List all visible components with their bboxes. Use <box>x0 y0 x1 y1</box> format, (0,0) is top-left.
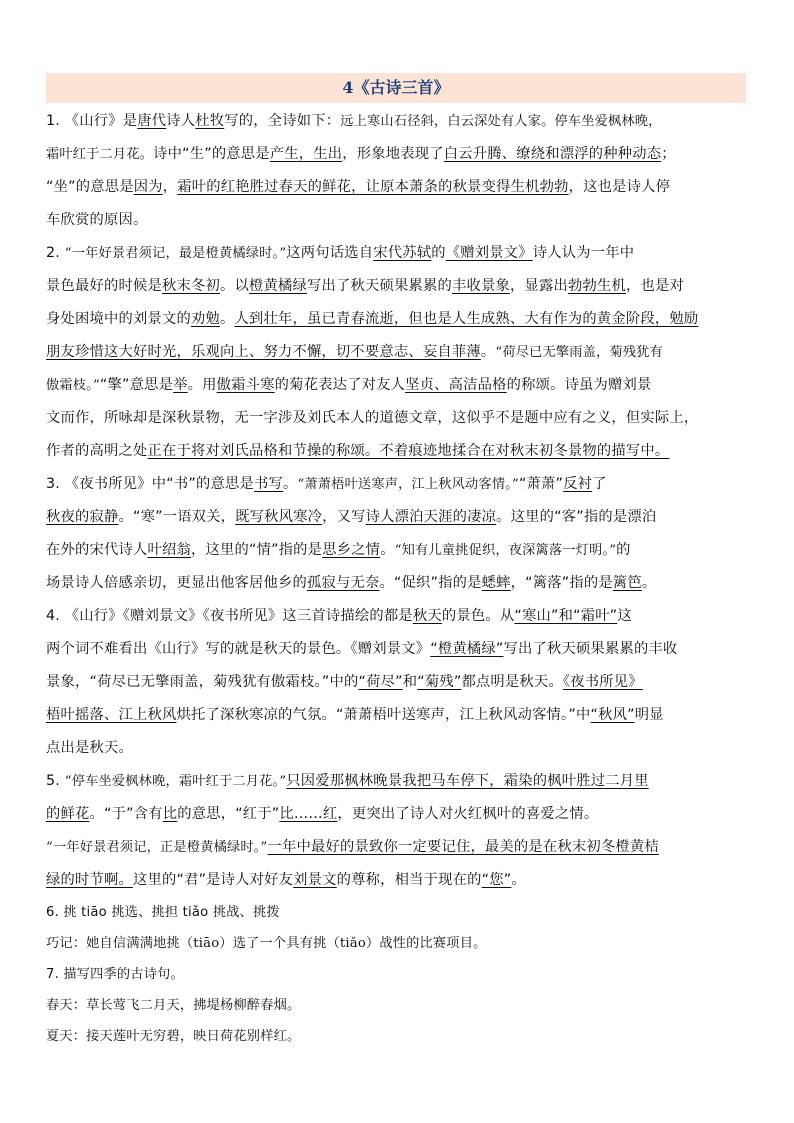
underlined-answer: 梧叶摇落、江上秋风 <box>46 707 177 723</box>
text-segment: 的菊花表达了对友人 <box>274 377 406 393</box>
underlined-answer: 比 <box>162 806 178 822</box>
text-segment: 。“寒”一语双关， <box>118 509 236 525</box>
poem-quote: 远上寒山石径斜，白云深处有人家。停车坐爱枫林晚， <box>340 114 662 129</box>
text-line <box>46 105 752 138</box>
text-segment: ，显露出 <box>509 278 568 294</box>
underlined-answer: “荷尽” <box>358 674 403 690</box>
underlined-answer: 霜叶的红艳胜过春天的鲜花，让原本萧条的秋景变得生机勃勃 <box>177 179 569 195</box>
underlined-answer: 《赠刘景文》 <box>445 245 533 261</box>
poem-quote: “一年好景君须记，正是橙黄橘绿时。” <box>46 840 268 855</box>
underlined-answer: 只因爱那枫林晚景我把马车停下，霜染的枫叶胜过二月里 <box>286 773 649 789</box>
underlined-answer: 勃勃生机 <box>567 278 626 294</box>
text-segment: 文而作，所咏却是深秋景物，无一字涉及刘氏本人的道德文章，这似乎不是题中应有之义，但实际上， <box>46 410 699 426</box>
text-segment: 。 <box>480 344 496 360</box>
underlined-answer: 举 <box>173 377 188 393</box>
text-segment: ，“篱落”指的是 <box>510 575 613 591</box>
text-segment: 1. 《山行》是 <box>46 113 138 129</box>
text-segment: ，这也是诗人停 <box>568 179 671 195</box>
underlined-answer: “菊残” <box>417 674 462 690</box>
page-title: 4《古诗三首》 <box>342 78 450 97</box>
text-line <box>46 666 752 699</box>
text-segment: 场景诗人倍感亲切，更显出他客居他乡的 <box>46 575 307 591</box>
text-segment: 的尊称，相当于现在的 <box>336 872 482 888</box>
text-segment: 。“于”含有 <box>89 806 163 822</box>
text-segment: 写的，全诗如下： <box>224 113 341 129</box>
text-segment: 这两句话选自 <box>286 245 374 261</box>
text-segment: 。 <box>641 575 657 591</box>
text-segment: 两个词不难看出《山行》写的就是秋天的景色。《赠刘景文》 <box>46 641 431 657</box>
underlined-answer: 唐代 <box>137 113 167 129</box>
poem-quote: 傲霜枝。” <box>46 378 100 393</box>
underlined-answer: 产生，生出 <box>269 146 343 162</box>
text-line <box>46 534 752 567</box>
text-segment: 5. <box>46 773 65 789</box>
text-segment: 这 <box>617 608 632 624</box>
text-line <box>46 237 752 270</box>
text-segment: 写出了秋天硕果累累的丰收 <box>503 641 678 657</box>
poem-quote: 巧记：她自信满满地挑（tiāo）选了一个具有挑（tiǎo）战性的比赛项目。 <box>46 936 487 951</box>
underlined-answer: 思乡之情 <box>322 542 381 558</box>
underlined-answer: 傲霜斗寒 <box>216 377 275 393</box>
text-segment: “擎”意思是 <box>99 377 174 393</box>
underlined-answer: 杜牧 <box>195 113 225 129</box>
text-segment: ，又写 <box>322 509 366 525</box>
underlined-answer: 橙黄橘绿 <box>248 278 307 294</box>
text-segment: 。用 <box>187 377 217 393</box>
text-segment: 的 <box>616 542 631 558</box>
text-segment: 作者的高明之处 <box>46 443 148 459</box>
underlined-answer: “橙黄橘绿” <box>430 641 504 657</box>
underlined-answer: 坚贞、高洁品格 <box>405 377 507 393</box>
text-segment: 。这里的“客”指的是漂泊 <box>496 509 657 525</box>
text-segment: 诗中“生”的意思是 <box>153 146 270 162</box>
text-line <box>46 798 752 831</box>
poem-quote: 霜叶红于二月花。 <box>46 147 154 162</box>
text-segment: 的景色。从 <box>441 608 515 624</box>
underlined-answer: 白云升腾、缭绕和漂浮的种种动态 <box>443 146 662 162</box>
text-segment: ； <box>661 146 676 162</box>
text-segment: ，也是对 <box>625 278 684 294</box>
text-segment: 的 <box>431 245 446 261</box>
text-segment: 。 <box>380 542 395 558</box>
text-segment: 的称颂。诗虽为赠刘景 <box>506 377 652 393</box>
underlined-answer: “秋风” <box>590 707 635 723</box>
underlined-answer: 朋友珍惜这大好时光，乐观向上、努力不懈，切不要意志、妄自菲薄 <box>46 344 481 360</box>
poem-quote: 夏天：接天莲叶无穷碧，映日荷花别样红。 <box>46 1029 301 1044</box>
text-segment: “坐”的意思是 <box>46 179 134 195</box>
text-segment: 诗人认为一年中 <box>532 245 635 261</box>
text-line <box>46 501 752 534</box>
text-line <box>46 732 752 765</box>
text-segment: 和 <box>402 674 418 690</box>
note-line <box>46 1021 752 1052</box>
underlined-answer: 秋夜的寂静 <box>46 509 119 525</box>
text-line <box>46 765 752 798</box>
text-line <box>46 369 752 402</box>
underlined-answer: 书写 <box>253 476 283 492</box>
text-line <box>46 336 752 369</box>
note-line <box>46 959 752 990</box>
underlined-answer: 人到壮年，虽已青春流逝，但也是人生成熟、大有作为的黄金阶段，勉励 <box>234 311 699 327</box>
text-segment: 点出是秋天。 <box>46 740 133 756</box>
underlined-answer: 既写秋风寒冷 <box>235 509 323 525</box>
poem-quote: 春天：草长莺飞二月天，拂堤杨柳醉春烟。 <box>46 998 301 1013</box>
text-segment: 车欣赏的原因。 <box>46 212 148 228</box>
text-line <box>46 831 752 864</box>
underlined-answer: 叶绍翁 <box>147 542 191 558</box>
underlined-answer: 反衬 <box>563 476 593 492</box>
text-segment: 的意思，“红于” <box>177 806 280 822</box>
text-segment: 。 <box>282 476 298 492</box>
underlined-answer: 孤寂与无奈 <box>306 575 380 591</box>
text-segment: 。 <box>511 872 526 888</box>
text-line <box>46 270 752 303</box>
poem-quote: “荷尽已无擎雨盖，菊残犹有 <box>495 345 663 360</box>
underlined-answer: “您” <box>481 872 512 888</box>
text-segment: 7. 描写四季的古诗句。 <box>46 967 184 982</box>
text-line <box>46 468 752 501</box>
text-segment: 景色最好的时候是 <box>46 278 162 294</box>
text-segment: ，形象地表现了 <box>342 146 444 162</box>
text-line <box>46 402 752 435</box>
underlined-answer: 劝勉 <box>190 311 220 327</box>
text-segment: 明显 <box>634 707 664 723</box>
text-line <box>46 435 752 468</box>
underlined-answer: 《夜书所见》 <box>562 674 643 690</box>
text-segment: 写出了秋天硕果累累的 <box>306 278 452 294</box>
text-line <box>46 303 752 336</box>
text-segment: ，更突出了诗人对火红枫叶的喜爱之情。 <box>337 806 599 822</box>
underlined-answer: 的鲜花 <box>46 806 90 822</box>
underlined-answer: 秋天 <box>412 608 442 624</box>
text-line <box>46 699 752 732</box>
note-line <box>46 990 752 1021</box>
text-segment: “萧萧” <box>518 476 564 492</box>
underlined-answer: 丰收景象 <box>451 278 510 294</box>
underlined-answer: 蟋蟀 <box>481 575 511 591</box>
underlined-answer: 一年中最好的景致你一定要记住，最美的是在秋末初冬橙黄桔 <box>267 839 659 855</box>
text-segment: 都点明是秋天。 <box>461 674 563 690</box>
text-line <box>46 171 752 204</box>
text-segment: 。 <box>219 311 235 327</box>
underlined-answer: 宋代 <box>373 245 403 261</box>
text-segment: 烘托了深秋寒凉的气氛。“萧萧梧叶送寒声，江上秋风动客情。”中 <box>176 707 591 723</box>
note-line <box>46 897 752 928</box>
text-segment: 。以 <box>219 278 249 294</box>
text-segment: 。“促织”指的是 <box>379 575 482 591</box>
underlined-answer: 因为 <box>133 179 163 195</box>
underlined-answer: 篱笆 <box>612 575 642 591</box>
underlined-answer: 绿的时节啊。 <box>46 872 133 888</box>
title-banner <box>46 73 746 103</box>
text-segment: ， <box>162 179 178 195</box>
text-segment: 身处困境中的刘景文的 <box>46 311 191 327</box>
poem-quote: “萧萧梧叶送寒声，江上秋风动客情。” <box>297 477 519 492</box>
article-body <box>46 105 752 1052</box>
text-segment: 景象，“荷尽已无擎雨盖，菊残犹有傲霜枝。”中的 <box>46 674 359 690</box>
underlined-answer: 秋末冬初 <box>161 278 220 294</box>
text-line <box>46 864 752 897</box>
text-line <box>46 600 752 633</box>
text-segment: 这里的“君”是诗人对好友 <box>132 872 294 888</box>
text-segment: ，这里的“情”指的是 <box>190 542 323 558</box>
underlined-answer: 刘景文 <box>293 872 337 888</box>
text-segment: 6. 挑 tiāo 挑选、挑担 tiǎo 挑战、挑拨 <box>46 905 280 920</box>
underlined-answer: 正在于将对刘氏品格和节操的称颂。不着痕迹地揉合在对秋末初冬景物的描写中。 <box>147 443 670 459</box>
text-line <box>46 204 752 237</box>
text-line <box>46 567 752 600</box>
underlined-answer: 比……红 <box>279 806 338 822</box>
underlined-answer: 诗人漂泊天涯的凄凉 <box>365 509 497 525</box>
underlined-answer: 苏轼 <box>402 245 432 261</box>
text-line <box>46 138 752 171</box>
poem-quote: “停车坐爱枫林晚，霜叶红于二月花。” <box>64 774 287 789</box>
text-segment: 4. 《山行》《赠刘景文》《夜书所见》这三首诗描绘的都是 <box>46 608 413 624</box>
poem-quote: “一年好景君须记，最是橙黄橘绿时。” <box>64 246 287 261</box>
note-line <box>46 928 752 959</box>
text-segment: 3. 《夜书所见》中“书”的意思是 <box>46 476 254 492</box>
text-segment: 在外的宋代诗人 <box>46 542 148 558</box>
text-segment: 诗人 <box>166 113 196 129</box>
text-segment: 了 <box>592 476 607 492</box>
poem-quote: “知有儿童挑促织，夜深篱落一灯明。” <box>394 543 617 558</box>
text-line <box>46 633 752 666</box>
underlined-answer: “寒山”和“霜叶” <box>514 608 618 624</box>
text-segment: 2. <box>46 245 65 261</box>
